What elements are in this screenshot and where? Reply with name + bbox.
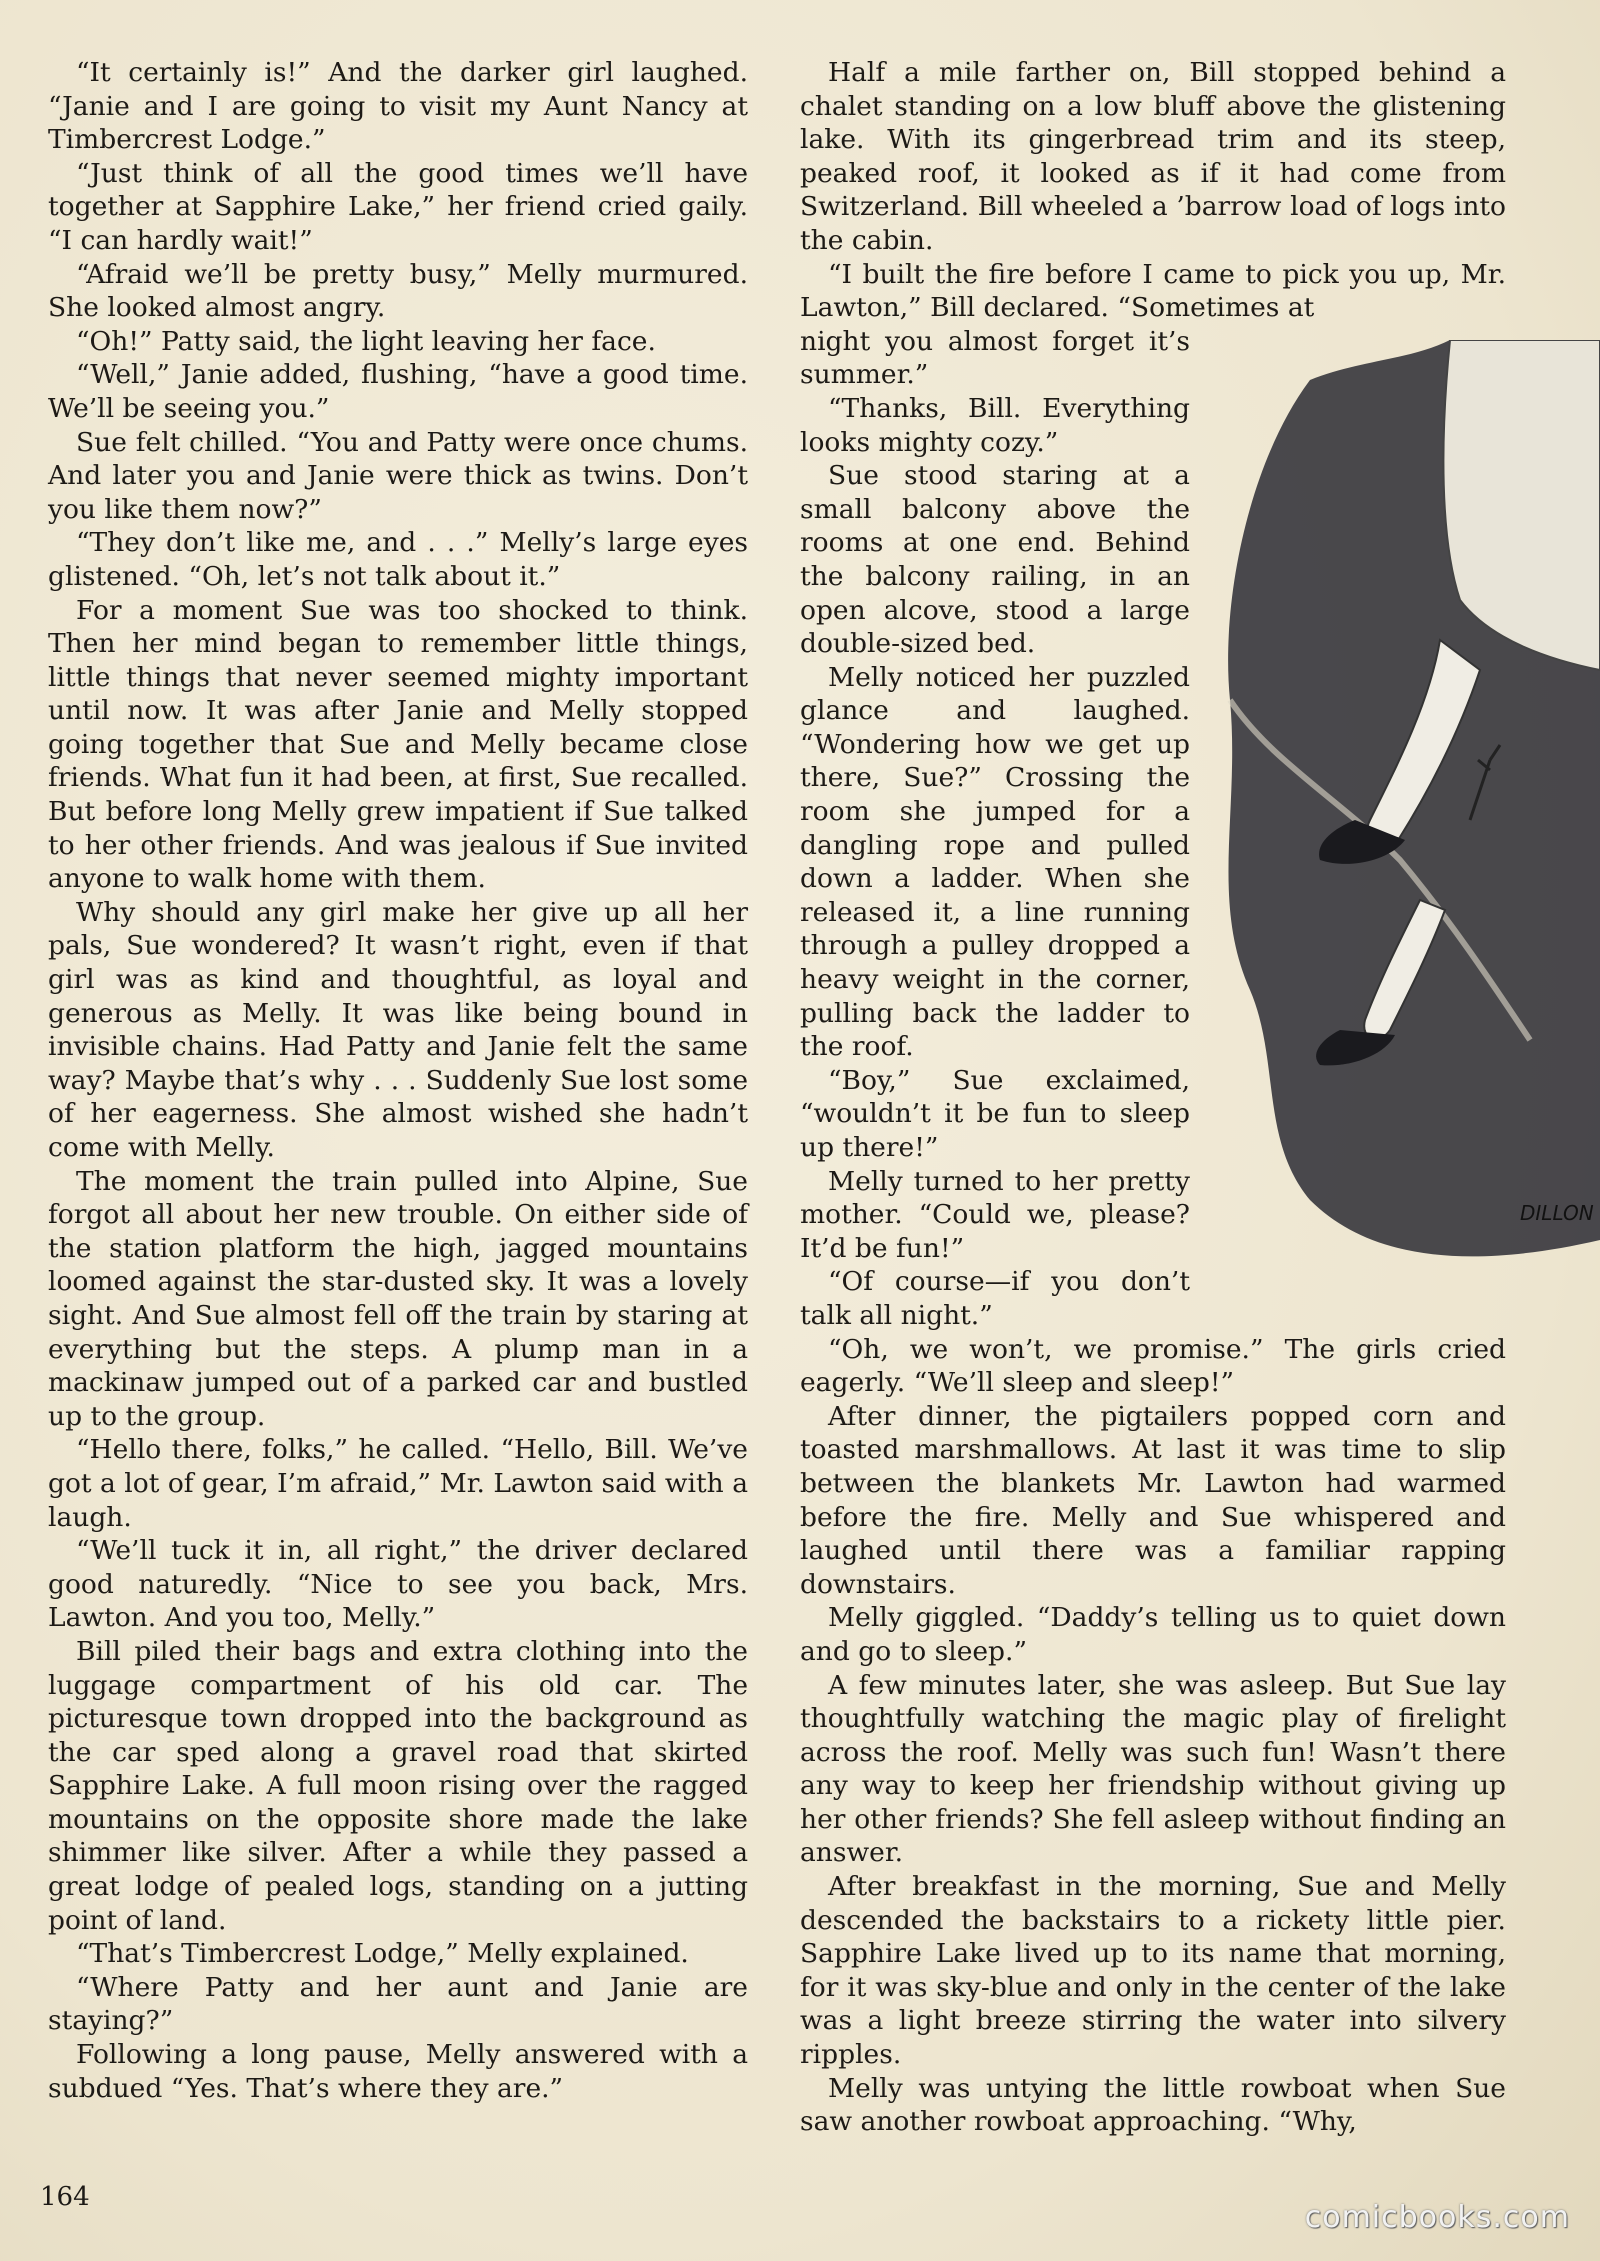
paragraph: After dinner, the pigtailers popped corn and toasted marshmallows. At last it was time to slip between the blankets Mr. Lawton had warmed before the fire. Melly and Sue whispered and laughed until there was a familiar rapping downstairs. xyxy=(800,1400,1506,1600)
artist-signature: DILLON xyxy=(1520,1201,1594,1225)
ink-illustration xyxy=(1190,340,1600,1300)
paragraph: For a moment Sue was too shocked to think. Then her mind began to remember little things, little things that never seemed mighty important until now. It was after Janie and Melly stopped going together that Sue and Melly became close friends. What fun it had been, at first, Sue recalled. But before long Melly grew impatient if Sue talked to her other friends. And was jealous if Sue invited anyone to walk home with them. xyxy=(48,594,748,895)
paragraph: After breakfast in the morning, Sue and Melly descended the backstairs to a rickety little pier. Sapphire Lake lived up to its name that morning, for it was sky-blue and only in the center of the lake was a light breeze stirring the water into silvery ripples. xyxy=(800,1871,1506,2071)
paragraph: Melly turned to her pretty mother. “Could we, please? It’d be fun!” xyxy=(800,1165,1190,1264)
page-number: 164 xyxy=(40,2182,90,2212)
paragraph: “Where Patty and her aunt and Janie are staying?” xyxy=(48,1971,748,2037)
paragraph: A few minutes later, she was asleep. But Sue lay thoughtfully watching the magic play of firelight across the roof. Melly was such fun! Wasn’t there any way to keep her friendship without giving up her other friends? She fell asleep without finding an answer. xyxy=(800,1669,1506,1869)
illustration-drawing xyxy=(1190,340,1600,1300)
paragraph: “We’ll tuck it in, all right,” the driver declared good naturedly. “Nice to see you back, Mrs. Lawton. And you too, Melly.” xyxy=(48,1535,748,1634)
paragraph: “That’s Timbercrest Lodge,” Melly explained. xyxy=(76,1938,689,1970)
paragraph: “Oh, we won’t, we promise.” The girls cried eagerly. “We’ll sleep and sleep!” xyxy=(800,1333,1506,1399)
paragraph: Sue stood staring at a small balcony above the rooms at one end. Behind the balcony railing, in an open alcove, stood a large double-sized bed. xyxy=(800,460,1190,660)
paragraph: Melly giggled. “Daddy’s telling us to quiet down and go to sleep.” xyxy=(800,1602,1506,1667)
watermark: comicbooks.com xyxy=(1304,2200,1570,2235)
paragraph: “Hello there, folks,” he called. “Hello, Bill. We’ve got a lot of gear, I’m afraid,” Mr. Lawton said with a laugh. xyxy=(48,1434,748,1533)
narrow-text-block xyxy=(800,325,1190,1333)
paragraph: Half a mile farther on, Bill stopped behind a chalet standing on a low bluff above the glistening lake. With its gingerbread trim and its steep, peaked roof, it looked as if it had come from Switzerland. Bill wheeled a ’barrow load of logs into the cabin. xyxy=(800,57,1506,256)
paragraph: “It certainly is!” And the darker girl laughed. “Janie and I are going to visit my Aunt Nancy at Timbercrest Lodge.” xyxy=(48,57,748,156)
paragraph: night you almost forget it’s summer.” xyxy=(800,325,1190,391)
paragraph: “Boy,” Sue exclaimed, “wouldn’t it be fun to sleep up there!” xyxy=(800,1064,1190,1163)
paragraph: “Oh!” Patty said, the light leaving her face. xyxy=(76,325,656,357)
paragraph: Melly was untying the little rowboat when Sue saw another rowboat approaching. “Why, xyxy=(800,2072,1506,2138)
paragraph: Sue felt chilled. “You and Patty were once chums. And later you and Janie were thick as twins. Don’t you like them now?” xyxy=(48,426,748,525)
left-column xyxy=(48,56,748,2105)
paragraph: “I built the fire before I came to pick you up, Mr. Lawton,” Bill declared. “Sometimes at xyxy=(800,258,1506,324)
paragraph: “Well,” Janie added, flushing, “have a good time. We’ll be seeing you.” xyxy=(48,359,748,424)
paragraph: Why should any girl make her give up all her pals, Sue wondered? It wasn’t right, even if that girl was as kind and thoughtful, as loyal and generous as Melly. It was like being bound in invisible chains. Had Patty and Janie felt the same way? Maybe that’s why . . . Suddenly Sue lost some of her eagerness. She almost wished she hadn’t come with Melly. xyxy=(48,896,748,1163)
paragraph: “Thanks, Bill. Everything looks mighty cozy.” xyxy=(800,392,1190,458)
paragraph: Melly noticed her puzzled glance and laughed. “Wondering how we get up there, Sue?” Crossing the room she jumped for a dangling rope and pulled down a ladder. When she released it, a line running through a pulley dropped a heavy weight in the corner, pulling back the ladder to the roof. xyxy=(800,661,1190,1063)
paragraph: “Of course—if you don’t talk all night.” xyxy=(800,1266,1190,1331)
paragraph: “Just think of all the good times we’ll have together at Sapphire Lake,” her friend cried gaily. “I can hardly wait!” xyxy=(48,157,748,256)
paragraph: Following a long pause, Melly answered with a subdued “Yes. That’s where they are.” xyxy=(48,2039,748,2104)
paragraph: “They don’t like me, and . . .” Melly’s large eyes glistened. “Oh, let’s not talk about it.” xyxy=(48,527,748,592)
paragraph: The moment the train pulled into Alpine, Sue forgot all about her new trouble. On either side of the station platform the high, jagged mountains loomed against the star-dusted sky. It was a lovely sight. And Sue almost fell off the train by staring at everything but the steps. A plump man in a mackinaw jumped out of a parked car and bustled up to the group. xyxy=(48,1165,748,1432)
paragraph: Bill piled their bags and extra clothing into the luggage compartment of his old car. The picturesque town dropped into the background as the car sped along a gravel road that skirted Sapphire Lake. A full moon rising over the ragged mountains on the opposite shore made the lake shimmer like silver. After a while they passed a great lodge of pealed logs, standing on a jutting point of land. xyxy=(48,1635,748,1936)
paragraph: “Afraid we’ll be pretty busy,” Melly murmured. She looked almost angry. xyxy=(48,258,748,324)
